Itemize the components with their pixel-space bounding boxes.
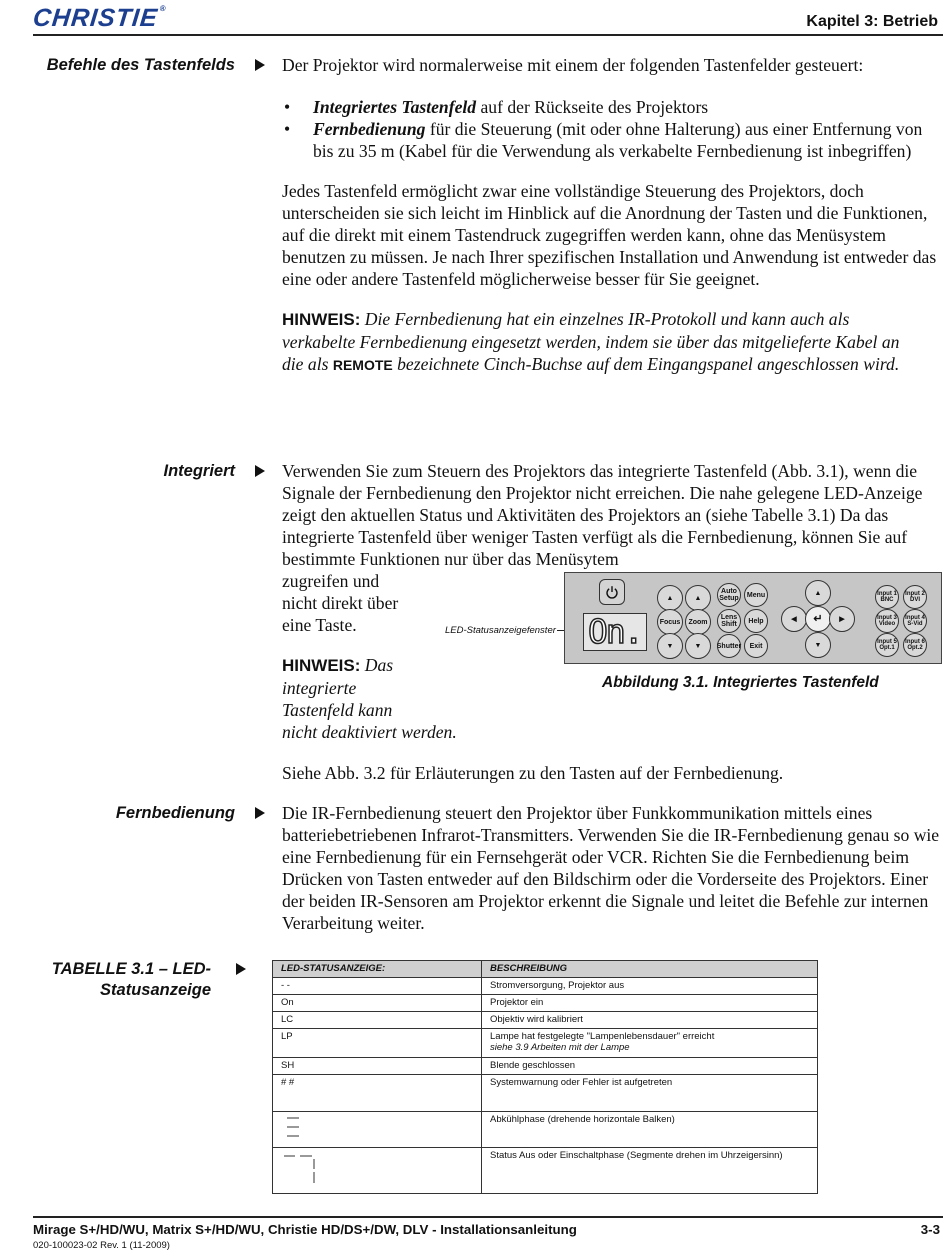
bullet-icon: •: [284, 119, 291, 139]
table-row: On Projektor ein: [273, 995, 818, 1012]
enter-button[interactable]: [805, 606, 831, 632]
nav-up-button[interactable]: [805, 580, 831, 606]
arrow-marker-icon: [236, 963, 246, 975]
input1-button[interactable]: Input 1 BNC: [875, 585, 899, 609]
table-row: - - Stromversorgung, Projektor aus: [273, 978, 818, 995]
figure-caption: Abbildung 3.1. Integriertes Tastenfeld: [602, 674, 879, 691]
befehle-paragraph: Jedes Tastenfeld ermöglicht zwar eine vollständige Steuerung des Projektors, doch unterscheiden sie sich leicht im Hinblick auf die Anordnung der Tasten und die Funktionen, auf die direkt mit einem Tastendruck zugegriffen werden kann, ohne das Menüsystem benutzen zu müssen. Je nach Ihrer spezifischen Installation und Anwendung ist entweder das eine oder andere Tastenfeld möglicherweise besser für Sie geeignet.: [282, 181, 937, 289]
integriert-paragraph: Verwenden Sie zum Steuern des Projektors das integrierte Tastenfeld (Abb. 3.1), wenn die Signale der Fernbedienung den Projektor nicht erreichen. Die nahe gelegene LED-Anzeige zeigt den aktuellen Status und Aktivitäten des Projektors an (siehe Tabelle 3.1) Da das integrierte Tastenfeld über weniger Tasten verfügt als die Fernbedienung, können Sie auf bestimmte Funktionen nur über das Menüsytem: [282, 461, 923, 569]
focus-down-button[interactable]: [657, 633, 683, 659]
see-also-text: Siehe Abb. 3.2 für Erläuterungen zu den Tasten auf der Fernbedienung.: [282, 763, 784, 783]
table-row: Abkühlphase (drehende horizontale Balken): [273, 1112, 818, 1148]
side-label-fernbedienung: Fernbedienung: [115, 804, 235, 822]
befehle-intro: Der Projektor wird normalerweise mit einem der folgenden Tastenfelder gesteuert:: [282, 55, 864, 75]
list-item: • Fernbedienung für die Steuerung (mit oder ohne Halterung) aus einer Entfernung von bis zu 35 m (Kabel für die Verwendung als verkabelte Fernbedienung ist inbegriffen): [284, 119, 923, 161]
shutter-button[interactable]: Shutter: [717, 634, 741, 658]
triangle-left-icon: ◀: [791, 615, 797, 623]
column-header-description: BESCHREIBUNG: [482, 961, 818, 978]
bullet-icon: •: [284, 97, 291, 117]
help-button[interactable]: Help: [744, 609, 768, 633]
zoom-down-button[interactable]: [685, 633, 711, 659]
input3-button[interactable]: Input 3 Video: [875, 609, 899, 633]
exit-button[interactable]: Exit: [744, 634, 768, 658]
chapter-title: Kapitel 3: Betrieb: [806, 13, 938, 30]
arrow-marker-icon: [255, 807, 265, 819]
input5-button[interactable]: Input 5 Opt.1: [875, 633, 899, 657]
triangle-down-icon: ▼: [666, 642, 674, 650]
triangle-right-icon: ▶: [839, 615, 845, 623]
zoom-up-button[interactable]: [685, 585, 711, 611]
led-status-window: [583, 613, 647, 651]
list-item: • Integriertes Tastenfeld auf der Rückseite des Projektors: [284, 97, 709, 117]
table-row: # # Systemwarnung oder Fehler ist aufgetreten: [273, 1075, 818, 1112]
triangle-up-icon: ▲: [694, 594, 702, 602]
footer-title: Mirage S+/HD/WU, Matrix S+/HD/WU, Christie HD/DS+/DW, DLV - Installationsanleitung: [33, 1222, 577, 1237]
befehle-note: HINWEIS: Die Fernbedienung hat ein einzelnes IR-Protokoll und kann auch als verkabelte Fernbedienung eingesetzt werden, indem sie über das mitgelieferte Kabel an die als REMOTE bezeichnete Cinch-Buchse auf dem Eingangspanel angeschlossen wird.: [282, 309, 900, 374]
table-row: Status Aus oder Einschaltphase (Segmente drehen im Uhrzeigersinn): [273, 1148, 818, 1194]
arrow-marker-icon: [255, 59, 265, 71]
triangle-down-icon: ▼: [814, 641, 822, 649]
led-status-table: [272, 960, 818, 1194]
table-row: LP Lampe hat festgelegte "Lampenlebensdauer" erreicht siehe 3.9 Arbeiten mit der Lampe: [273, 1029, 818, 1058]
input6-button[interactable]: Input 6 Opt.2: [903, 633, 927, 657]
menu-button[interactable]: Menu: [744, 583, 768, 607]
power-icon: [605, 585, 619, 599]
arrow-marker-icon: [255, 465, 265, 477]
input2-button[interactable]: Input 2 DVI: [903, 585, 927, 609]
zoom-button[interactable]: Zoom: [685, 609, 711, 635]
header-rule: [33, 34, 943, 36]
integriert-paragraph-cont: zugreifen und nicht direkt über eine Taste.: [282, 571, 399, 635]
focus-button[interactable]: Focus: [657, 609, 683, 635]
lens-shift-button[interactable]: Lens Shift: [717, 609, 741, 633]
table-row: SH Blende geschlossen: [273, 1058, 818, 1075]
nav-left-button[interactable]: [781, 606, 807, 632]
table-header-row: [273, 961, 818, 978]
auto-setup-button[interactable]: Auto Setup: [717, 583, 741, 607]
rotating-segments-glyph-icon: [281, 1150, 321, 1186]
nav-right-button[interactable]: [829, 606, 855, 632]
integriert-note: HINWEIS: Das integrierte Tastenfeld kann nicht deaktiviert werden.: [282, 655, 457, 742]
side-label-befehle: Befehle des Tastenfelds: [46, 56, 235, 74]
befehle-block: [282, 54, 942, 376]
integrated-keypad: [564, 572, 942, 664]
keypad-list: [282, 96, 942, 162]
nav-down-button[interactable]: [805, 632, 831, 658]
side-label-integriert: Integriert: [163, 462, 235, 480]
footer-rule: [33, 1216, 943, 1218]
table-row: LC Objektiv wird kalibriert: [273, 1012, 818, 1029]
page-number: 3-3: [920, 1222, 940, 1237]
led-window-label: LED-Statusanzeigefenster: [445, 625, 556, 636]
triangle-up-icon: ▲: [814, 589, 822, 597]
input4-button[interactable]: Input 4 S-Vid: [903, 609, 927, 633]
enter-arrow-icon: ↵: [813, 612, 823, 625]
column-header-status: LED-STATUSANZEIGE:: [273, 961, 482, 978]
document-number: 020-100023-02 Rev. 1 (11-2009): [33, 1240, 170, 1251]
horizontal-bars-glyph-icon: [281, 1114, 301, 1142]
fernbedienung-paragraph: Die IR-Fernbedienung steuert den Projektor über Funkkommunikation mittels eines batteriebetriebenen Infrarot-Transmitters. Verwenden Sie die IR-Fernbedienung genau so wie eine Fernbedienung für ein Fernsehgerät oder VCR. Richten Sie die Fernbedienung beim Drücken von Tasten entweder auf den Bildschirm oder die Vorderseite des Projektors. Einer der beiden IR-Sensoren am Projektor erkennt die Signale und leitet die Befehle zur internen Verarbeitung weiter.: [282, 803, 940, 933]
triangle-up-icon: ▲: [666, 594, 674, 602]
led-display-text: On.: [588, 612, 642, 651]
triangle-down-icon: ▼: [694, 642, 702, 650]
christie-logo: CHRISTIE®: [31, 4, 168, 32]
table-caption: TABELLE 3.1 – LED- Statusanzeige: [51, 960, 211, 999]
focus-up-button[interactable]: [657, 585, 683, 611]
power-button[interactable]: [599, 579, 625, 605]
